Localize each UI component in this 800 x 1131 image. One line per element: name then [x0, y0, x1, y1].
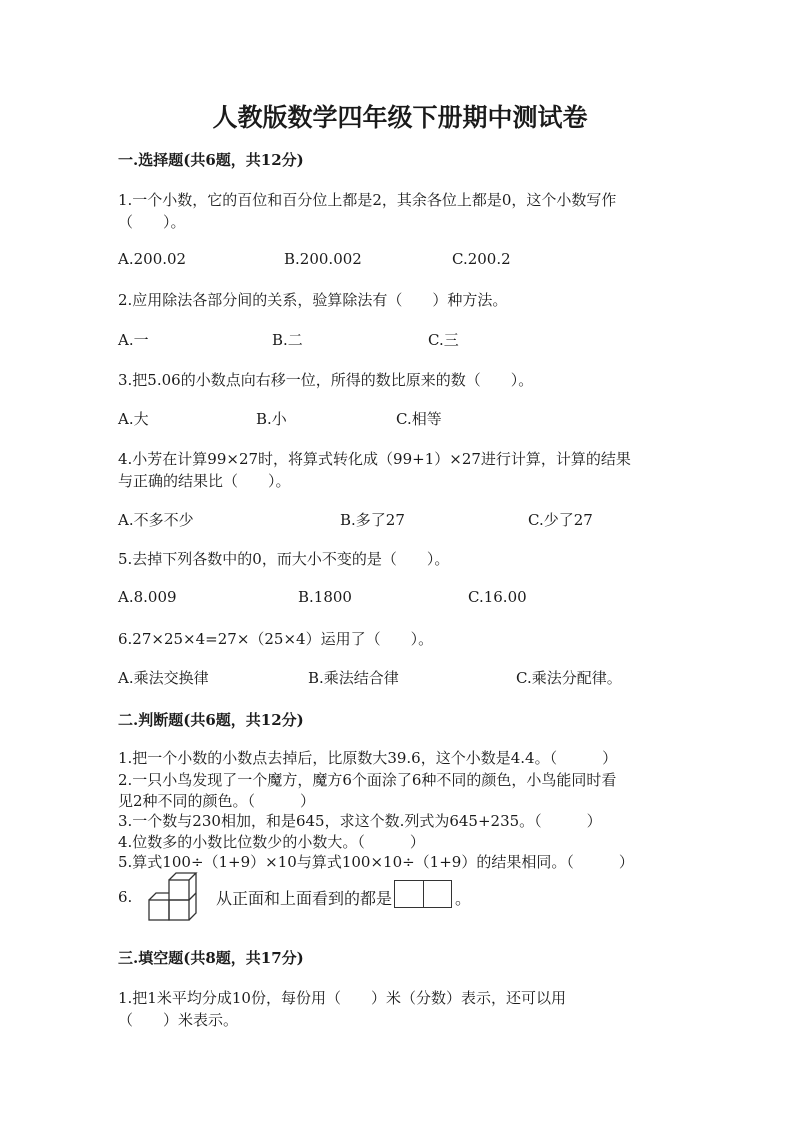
question-line: 4.位数多的小数比位数少的小数大。（ ）: [118, 833, 425, 851]
question-line: （ ）米表示。: [118, 1011, 239, 1029]
question-line: 3.把5.06的小数点向右移一位，所得的数比原来的数（ ）。: [118, 371, 534, 389]
question-line: 6.27×25×4=27×（25×4）运用了（ ）。: [118, 630, 434, 648]
question-line: 1.一个小数，它的百位和百分位上都是2，其余各位上都是0，这个小数写作: [118, 191, 617, 209]
question-number: 6.: [118, 888, 133, 906]
option-b: B.二: [272, 331, 303, 349]
option-a: A.不多不少: [118, 511, 194, 529]
option-c: C.三: [428, 331, 459, 349]
option-c: C.乘法分配律。: [516, 669, 622, 687]
option-c: C.相等: [396, 410, 442, 428]
option-a: A.一: [118, 331, 149, 349]
cube-face: [169, 880, 189, 900]
question-line: 见2种不同的颜色。（ ）: [118, 792, 316, 810]
cube-face: [149, 900, 169, 920]
option-c: C.200.2: [452, 250, 511, 268]
option-b: B.小: [256, 410, 287, 428]
question-line: 4.小芳在计算99×27时，将算式转化成（99+1）×27进行计算，计算的结果: [118, 450, 631, 468]
option-a: A.大: [118, 410, 149, 428]
question-line: 5.去掉下列各数中的0，而大小不变的是（ ）。: [118, 550, 450, 568]
question-line: 2.一只小鸟发现了一个魔方，魔方6个面涂了6种不同的颜色，小鸟能同时看: [118, 771, 617, 789]
option-c: C.16.00: [468, 588, 527, 606]
question-line: 与正确的结果比（ ）。: [118, 472, 291, 490]
option-a: A.8.009: [118, 588, 177, 606]
question-line: 2.应用除法各部分间的关系，验算除法有（ ）种方法。: [118, 291, 508, 309]
section-heading-fill: 三.填空题(共8题，共17分): [118, 949, 304, 967]
question-line: （ ）。: [118, 213, 186, 231]
option-b: B.1800: [298, 588, 352, 606]
question-line: 3.一个数与230相加，和是645，求这个数.列式为645+235。（ ）: [118, 812, 602, 830]
question-line: 1.把一个小数的小数点去掉后，比原数大39.6，这个小数是4.4。（ ）: [118, 749, 618, 767]
view-shape-box: [394, 880, 452, 908]
figure-end-mark: 。: [455, 889, 472, 908]
section-heading-judgement: 二.判断题(共6题，共12分): [118, 711, 304, 729]
question-line: 5.算式100÷（1+9）×10与算式100×10÷（1+9）的结果相同。（ ）: [118, 853, 634, 871]
cube-face: [169, 900, 189, 920]
option-a: A.乘法交换律: [118, 669, 209, 687]
figure-caption: 从正面和上面看到的都是: [216, 889, 393, 908]
question-line: 1.把1米平均分成10份，每份用（ ）米（分数）表示，还可以用: [118, 989, 566, 1007]
section-heading-choice: 一.选择题(共6题，共12分): [118, 151, 304, 169]
page-title: 人教版数学四年级下册期中测试卷: [212, 103, 588, 132]
option-a: A.200.02: [118, 250, 187, 268]
option-b: B.多了27: [340, 511, 405, 529]
option-c: C.少了27: [528, 511, 593, 529]
option-b: B.200.002: [284, 250, 362, 268]
option-b: B.乘法结合律: [308, 669, 399, 687]
cube-stack-figure: [148, 870, 212, 922]
